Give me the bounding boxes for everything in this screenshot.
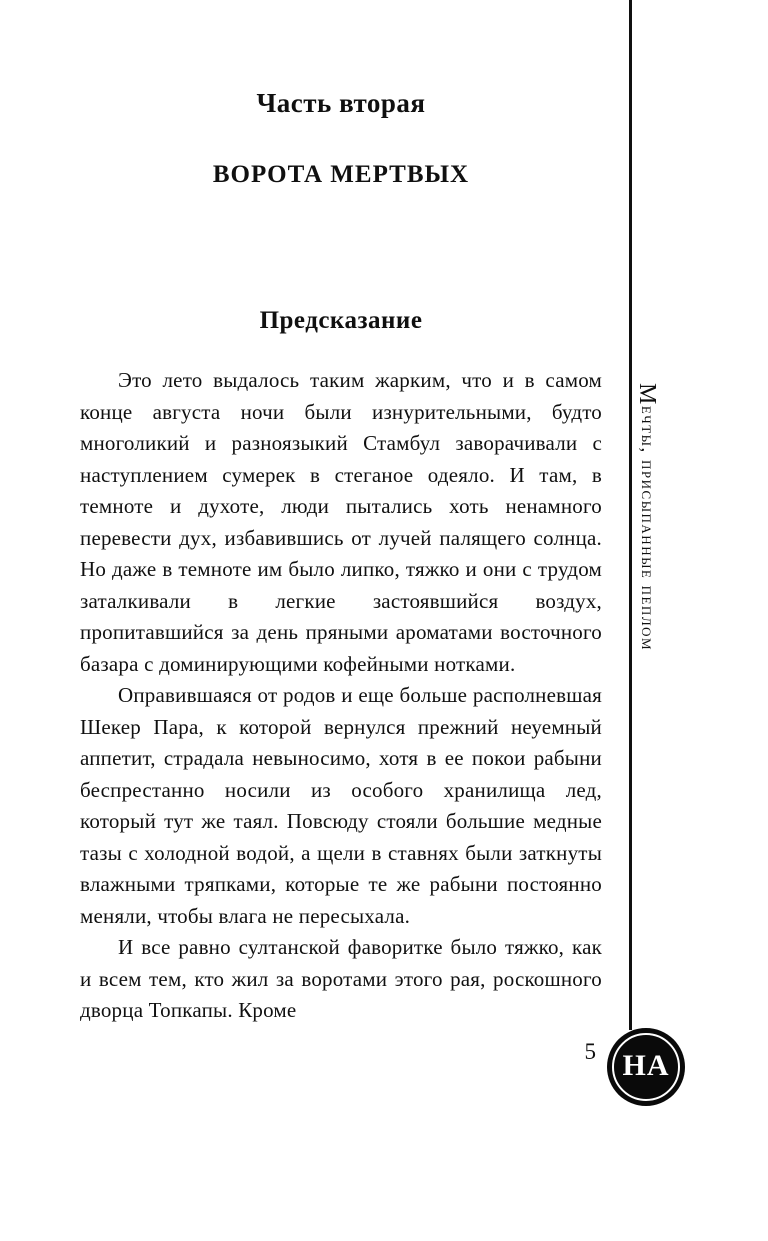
paragraph: И все равно султанской фаворитке было тяжко, как и всем тем, кто жил за воротами этого рая, роскошного дворца Топкапы. Кроме [80,935,602,1022]
vertical-rule [629,0,632,1030]
series-badge [607,1028,685,1106]
series-badge-ring [612,1033,680,1101]
paragraph: Оправившаяся от родов и еще больше располневшая Шекер Пара, к которой вернулся прежний неуемный аппетит, страдала невыносимо, хотя в ее покои рабыни беспрестанно носили из особого хранилища лед, который тут же таял. Повсюду стояли большие медные тазы с холодной водой, а щели в ставнях были заткнуты влажными тряпками, которые те же рабыни постоянно меняли, чтобы влага не пересыхала. [80,683,602,928]
text-column [80,0,602,1065]
chapter-title: Предсказание [259,307,423,334]
body-text [80,365,602,1027]
series-badge-text: НА [622,1049,670,1082]
part-title: ВОРОТА МЕРТВЫХ [212,161,470,188]
running-title-vertical: Мечты, присыпанные пеплом [634,383,660,652]
page-number: 5 [584,1038,596,1064]
part-heading: Часть вторая [256,88,426,118]
paragraph: Это лето выдалось таким жарким, что и в самом конце августа ночи были изнурительными, будто многоликий и разноязыкий Стамбул заворачивали с наступлением сумерек в стеганое одеяло. И там, в темноте и духоте, люди пытались хоть ненамного перевести дух, избавившись от лучей палящего солнца. Но даже в темноте им было липко, тяжко и они с трудом заталкивали в легкие застоявшийся воздух, пропитавшийся за день пряными ароматами восточного базара с доминирующими кофейными нотками. [80,368,602,676]
